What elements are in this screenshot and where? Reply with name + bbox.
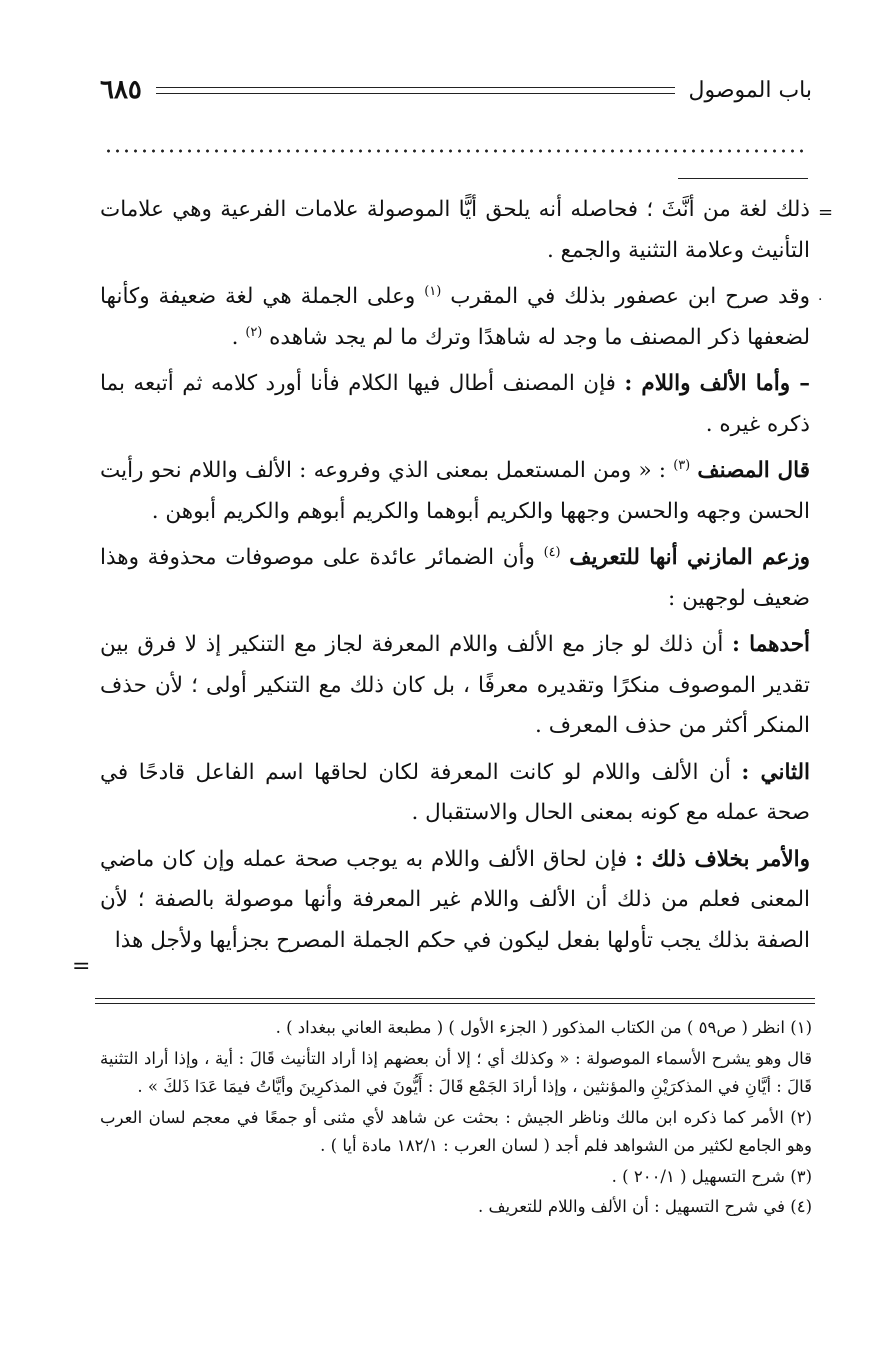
footnote-2: (٢) الأمر كما ذكره ابن مالك وناظر الجيش : بحثت عن شاهد لأي مثنى أو جمعًا في معجم لسان العرب وهو الجامع لكثير من الشواهد فلم أجد ( لسان العرب : ١٨٢/١ مادة أيا ) . (100, 1107, 812, 1155)
footnote-4: (٤) في شرح التسهيل : أن الألف واللام للتعريف . (477, 1197, 812, 1216)
main-text (100, 190, 810, 967)
dotted-separator (104, 147, 809, 155)
footnote-ref-1: (١) (424, 283, 442, 299)
paragraph-text: ذلك لغة من أنَّثَ ؛ فحاصله أنه يلحق أيًّا الموصولة علامات الفرعية وهي علامات التأنيث وعلامة التثنية والجمع . (100, 197, 810, 263)
footnote-ref-2: (٢) (245, 324, 263, 340)
paragraph-text: فإن لحاق الألف واللام به يوجب صحة عمله وإن كان ماضي المعنى فعلم من ذلك أن الألف واللام غير المعرفة وأنها موصولة بالصفة ؛ لأن الصفة بذلك يجب تأولها بفعل ليكون في حكم الجملة المصرح بجزأيها ولأجل هذا (100, 846, 810, 953)
paragraph-5 (100, 538, 810, 619)
margin-dot: · (818, 292, 823, 308)
paragraph-heading: وزعم المازني أنها للتعريف (569, 545, 810, 570)
paragraph-4 (100, 451, 810, 532)
page-number: ٦٨٥ (100, 75, 142, 105)
paragraph-text: أن الألف واللام لو كانت المعرفة لكان لحاقها اسم الفاعل قادحًا في صحة عمله مع كونه بمعنى الحال والاستقبال . (100, 759, 810, 825)
footnote-separator (95, 998, 815, 1004)
paragraph-text: . (231, 324, 239, 350)
footnote-3: (٣) شرح التسهيل ( ٢٠٠/١ ) . (611, 1166, 812, 1186)
footnotes (100, 1014, 812, 1224)
paragraph-text: وأن الضمائر عائدة على موصوفات محذوفة وهذا ضعيف لوجهين : (100, 545, 810, 611)
footnote-ref-4: (٤) (543, 544, 561, 560)
continuation-mark-bottom: = (72, 954, 91, 979)
paragraph-heading: والأمر بخلاف ذلك : (635, 846, 810, 872)
paragraph-text: وقد صرح ابن عصفور بذلك في المقرب (450, 284, 811, 309)
paragraph-text: : « ومن المستعمل بمعنى الذي وفروعه : الألف واللام نحو رأيت الحسن وجهه والحسن وجهها والكريم أبوهما والكريم أبوهم والكريم أبوهن . (100, 458, 810, 524)
footnote-ref-3: (٣) (673, 457, 691, 473)
paragraph-3 (100, 364, 810, 445)
paragraph-8 (100, 840, 810, 962)
continuation-mark-top: = (818, 202, 834, 223)
footnote-1-continued: قال وهو يشرح الأسماء الموصولة : « وكذلك أي ؛ إلا أن بعضهم إذا أراد التأنيث قَالَ : أية ، وإذا أراد التثنية قَالَ : أيَّانِ في المذكرَيْنِ والمؤنثين ، وإذا أرادَ الجَمْع قَالَ : أَيُّونَ في المذكرِينَ وأيَّاتُ فيمَا عَدَا ذَلكَ » . (100, 1048, 812, 1096)
paragraph-heading: أحدهما : (731, 632, 811, 657)
paragraph-2 (100, 277, 810, 358)
paragraph-heading: الثاني : (741, 759, 811, 785)
paragraph-1 (100, 190, 810, 271)
paragraph-text: أن ذلك لو جاز مع الألف واللام المعرفة لجاز مع التنكير إذ لا فرق بين تقدير الموصوف منكرًا وتقديره معرفًا ، بل كان ذلك مع التنكير أولى ؛ لأن حذف المنكر أكثر من حذف المعرف . (100, 632, 810, 738)
running-header (100, 70, 812, 110)
paragraph-heading: – وأما الألف واللام : (624, 371, 810, 396)
chapter-title: باب الموصول (688, 77, 812, 103)
paragraph-heading: قال المصنف (697, 458, 810, 483)
paragraph-6 (100, 625, 810, 747)
short-rule (678, 178, 808, 179)
paragraph-text: فإن المصنف أطال فيها الكلام فأنا أورد كلامه ثم أتبعه بما ذكره غيره . (100, 371, 810, 437)
paragraph-text: وعلى الجملة هي لغة ضعيفة وكأنها لضعفها ذكر المصنف ما وجد له شاهدًا وترك ما لم يجد شاهده (100, 284, 810, 350)
paragraph-7 (100, 753, 810, 834)
footnote-1: (١) انظر ( ص٥٩ ) من الكتاب المذكور ( الجزء الأول ) ( مطبعة العاني ببغداد ) . (275, 1018, 812, 1037)
header-double-rule (156, 87, 675, 94)
